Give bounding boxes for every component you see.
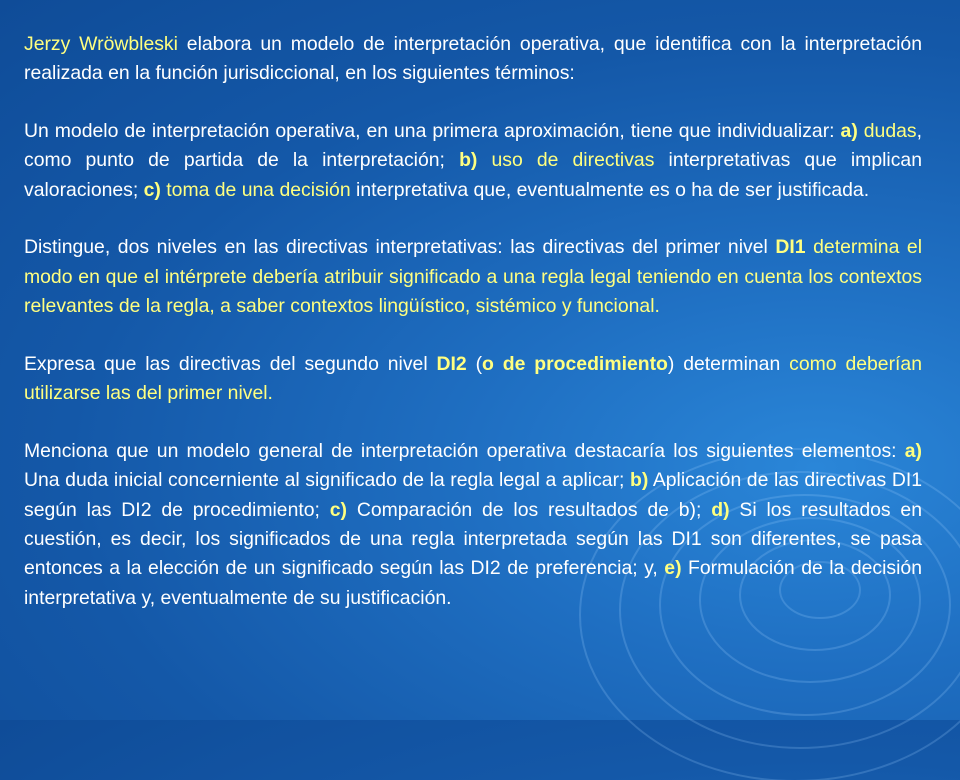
- text-run: uso de directivas: [477, 149, 655, 172]
- slide-text: [24, 30, 922, 641]
- paragraph-1: [24, 30, 922, 89]
- text-run: Si los resultados en cuestión, es decir, los significados de una regla interpretada según las DI1 son diferentes, se pasa entonces a la elección de un significado según las DI2 de preferencia; y,: [24, 498, 922, 580]
- text-run: Comparación de los resultados de b);: [347, 498, 712, 521]
- text-run: determina el modo en que el intérprete debería atribuir significado a una regla legal teniendo en cuenta los contextos relevantes de la regla, a saber contextos lingüístico, sistémico y funcional.: [24, 236, 922, 318]
- text-run: a): [840, 120, 858, 142]
- text-run: Formulación de la decisión interpretativa y, eventualmente de su justificación.: [24, 557, 922, 609]
- text-run: o de procedimiento: [482, 352, 668, 375]
- text-run: elabora un modelo de interpretación operativa, que identifica con la interpretación realizada en la función jurisdiccional, en los siguientes términos:: [24, 33, 922, 85]
- text-run: Un modelo de interpretación operativa, en una primera aproximación, tiene que individualizar:: [24, 120, 841, 142]
- text-run: e): [664, 557, 682, 580]
- text-run: b): [459, 149, 478, 172]
- text-run: interpretativas que implican valoraciones;: [24, 149, 922, 201]
- paragraph-5: [24, 437, 922, 613]
- text-run: interpretativa que, eventualmente es o ha de ser justificada.: [350, 178, 870, 201]
- text-run: Menciona que un modelo general de interpretación operativa destacaría los siguientes elementos:: [24, 439, 905, 462]
- text-run: a): [904, 439, 922, 462]
- paragraph-3: [24, 233, 922, 321]
- text-run: dudas: [857, 120, 917, 142]
- text-run: Distingue, dos niveles en las directivas interpretativas: las directivas del primer nivel: [24, 236, 776, 259]
- text-run: como deberían utilizarse las del primer nivel.: [24, 352, 922, 405]
- paragraph-4: [24, 350, 922, 409]
- text-run: toma de una decisión: [160, 178, 351, 201]
- text-run: DI1: [775, 236, 806, 259]
- text-run: Expresa que las directivas del segundo nivel: [24, 352, 437, 375]
- text-run: (: [466, 352, 483, 375]
- text-run: Aplicación de las directivas DI1 según las DI2 de procedimiento;: [24, 469, 922, 521]
- text-run: b): [630, 469, 649, 492]
- text-run: Una duda inicial concerniente al significado de la regla legal a aplicar;: [24, 469, 631, 492]
- paragraph-2: [24, 117, 922, 205]
- text-run: d): [711, 498, 730, 521]
- text-run: c): [143, 178, 161, 201]
- text-run: c): [329, 498, 348, 521]
- text-run: , como punto de partida de la interpretación;: [24, 120, 922, 172]
- text-run: Jerzy Wröwbleski: [24, 33, 178, 55]
- text-run: ) determinan: [667, 352, 790, 375]
- text-run: DI2: [436, 352, 467, 375]
